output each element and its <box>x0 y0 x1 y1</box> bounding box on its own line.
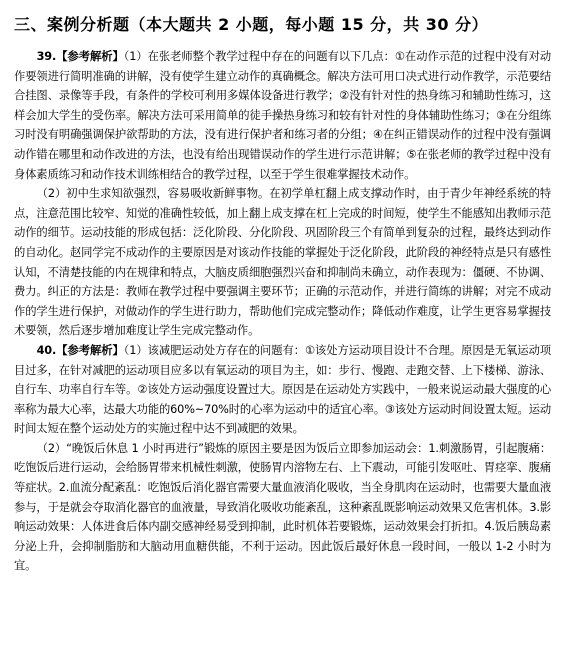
q40-label: 40.【参考解析】 <box>36 343 124 357</box>
q39-part-2-text: （2）初中生求知欲强烈，容易吸收新鲜事物。在初学单杠翻上成支撑动作时，由于青少年神经系统的特点，注意范围比较窄、知觉的准确性较低，加上翻上成支撑在杠上完成的时间短，使学生不能感知出教师示范动作的细节。运动技能的形成包括：泛化阶段、分化阶段、巩固阶段三个有简单到复杂的过程，最终达到动作的自动化。赵同学完不成动作的主要原因是对该动作技能的掌握处于泛化阶段，此阶段的神经特点是只有感性认知，不清楚技能的内在规律和特点，大脑皮质细胞强烈兴奋和抑制尚未确立，动作表现为：僵硬、不协调、费力。纠正的方法是：教师在教学过程中要强调主要环节；正确的示范动作，并进行简练的讲解；对完不成动作的学生进行保护，对做动作的学生进行助力，帮助他们完成完整动作；降低动作难度，让学生更容易掌握技术要领，然后逐步增加难度让学生完成完整动作。 <box>14 187 551 338</box>
section-title: 三、案例分析题（本大题共 2 小题，每小题 15 分，共 30 分） <box>14 15 489 34</box>
q40-paragraph-1 <box>14 341 551 439</box>
q39-paragraph-1 <box>14 47 551 184</box>
q39-label: 39.【参考解析】 <box>36 50 124 63</box>
q40-part-2-text: （2）“晚饭后休息 1 小时再进行”锻炼的原因主要是因为饭后立即参加运动会：1.刺激肠胃，引起腹痛：吃饱饭后进行运动，会给肠胃带来机械性刺激，使肠胃内溶物左右、上下震动，可能引发呕吐、胃痉挛、腹痛等症状。2.血流分配紊乱：吃饱饭后消化器官需要大量血液消化吸收，当全身肌肉在运动时，也需要大量血液参与，于是就会夺取消化器官的血液量，导致消化吸收功能紊乱，这种紊乱既影响运动效果又危害机体。3.影响运动效果：人体进食后体内副交感神经易受到抑制，此时机体若要锻炼，运动效果会打折扣。4.饭后胰岛素分泌上升，会抑制脂肪和大脑动用血糖供能，不利于运动。因此饭后最好休息一段时间，一般以 1-2 小时为宜。 <box>14 441 551 573</box>
q40-part-1-text: （1）该减肥运动处方存在的问题有：①该处方运动项目设计不合理。原因是无氧运动项目过多，在针对减肥的运动项目应多以有氧运动的项目为主，如：步行、慢跑、走跑交替、上下楼梯、游泳、自行车、功率自行车等。②该处方运动强度设置过大。原因是在运动处方实践中，一般来说运动最大强度的心率称为最大心率，达最大功能的60%~70%时的心率为运动中的适宜心率。③该处方运动时间设置太短。运动时间太短在整个运动处方的实施过程中达不到减肥的效果。 <box>14 343 551 436</box>
q39-part-1-text: （1）在张老师整个教学过程中存在的问题有以下几点：①在动作示范的过程中没有对动作要领进行简明准确的讲解，没有使学生建立动作的真确概念。解决方法可用口决式进行动作教学，示范要结合挂图、录像等手段，有条件的学校可利用多媒体设备进行教学；②没有针对性的热身练习和辅助性练习，这样会加大学生的受伤率。解决方法可采用简单的徒手操热身练习和较有针对性的身体辅助性练习；③在分组练习时没有明确强调保护欲帮助的方法，没有进行保护者和练习者的分组；④在纠正错误动作的过程中没有强调动作错在哪里和动作改进的方法，也没有给出现错误动作的学生进行示范讲解；⑤在张老师的教学过程中没有身体素质练习和动作技术训练相结合的教学过程，以至于学生很难掌握技术动作。 <box>14 50 551 181</box>
